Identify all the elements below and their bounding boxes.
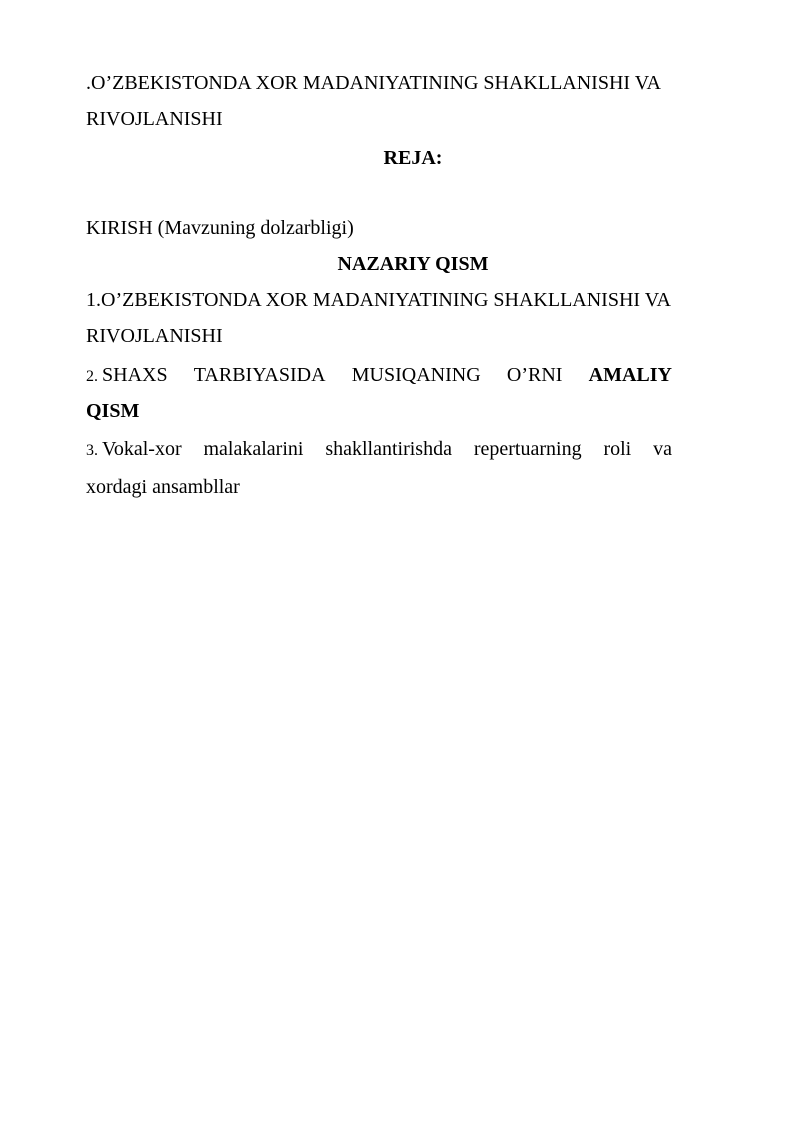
plan-item-2-first xyxy=(86,363,168,389)
plan-item-2-word: MUSIQANING xyxy=(351,364,481,386)
plan-item-3-number: 3. xyxy=(86,442,98,459)
plan-item-3-word: Vokal-xor xyxy=(102,438,182,460)
plan-item-3-word: roli xyxy=(603,438,632,460)
plan-item-1-line-2: RIVOJLANISHI xyxy=(86,325,223,347)
practical-section-heading-part-2: QISM xyxy=(86,400,140,422)
plan-item-3-word: repertuarning xyxy=(473,438,582,460)
plan-item-3-line-1 xyxy=(86,437,672,463)
plan-heading: REJA: xyxy=(383,147,443,169)
theory-section-heading: NAZARIY QISM xyxy=(337,253,489,275)
practical-section-heading-part-1: AMALIY xyxy=(588,364,672,386)
plan-item-3-word: va xyxy=(653,438,672,460)
plan-item-3-word: malakalarini xyxy=(203,438,304,460)
document-title-line-2: RIVOJLANISHI xyxy=(86,108,223,130)
plan-item-3-word: shakllantirishda xyxy=(325,438,452,460)
plan-item-2-number: 2. xyxy=(86,368,98,385)
plan-item-1-line-1: 1.O’ZBEKISTONDA XOR MADANIYATINING SHAKLLANISHI VA xyxy=(86,289,671,311)
plan-item-3-line-2: xordagi ansambllar xyxy=(86,476,240,498)
document-title-line-1: .O’ZBEKISTONDA XOR MADANIYATINING SHAKLLANISHI VA xyxy=(86,72,661,94)
plan-item-2 xyxy=(86,363,672,389)
plan-item-2-word: TARBIYASIDA xyxy=(193,364,326,386)
plan-item-2-word: SHAXS xyxy=(102,364,168,386)
plan-item-2-word: O’RNI xyxy=(506,364,563,386)
plan-item-3-first xyxy=(86,437,182,463)
introduction-line: KIRISH (Mavzuning dolzarbligi) xyxy=(86,217,354,239)
